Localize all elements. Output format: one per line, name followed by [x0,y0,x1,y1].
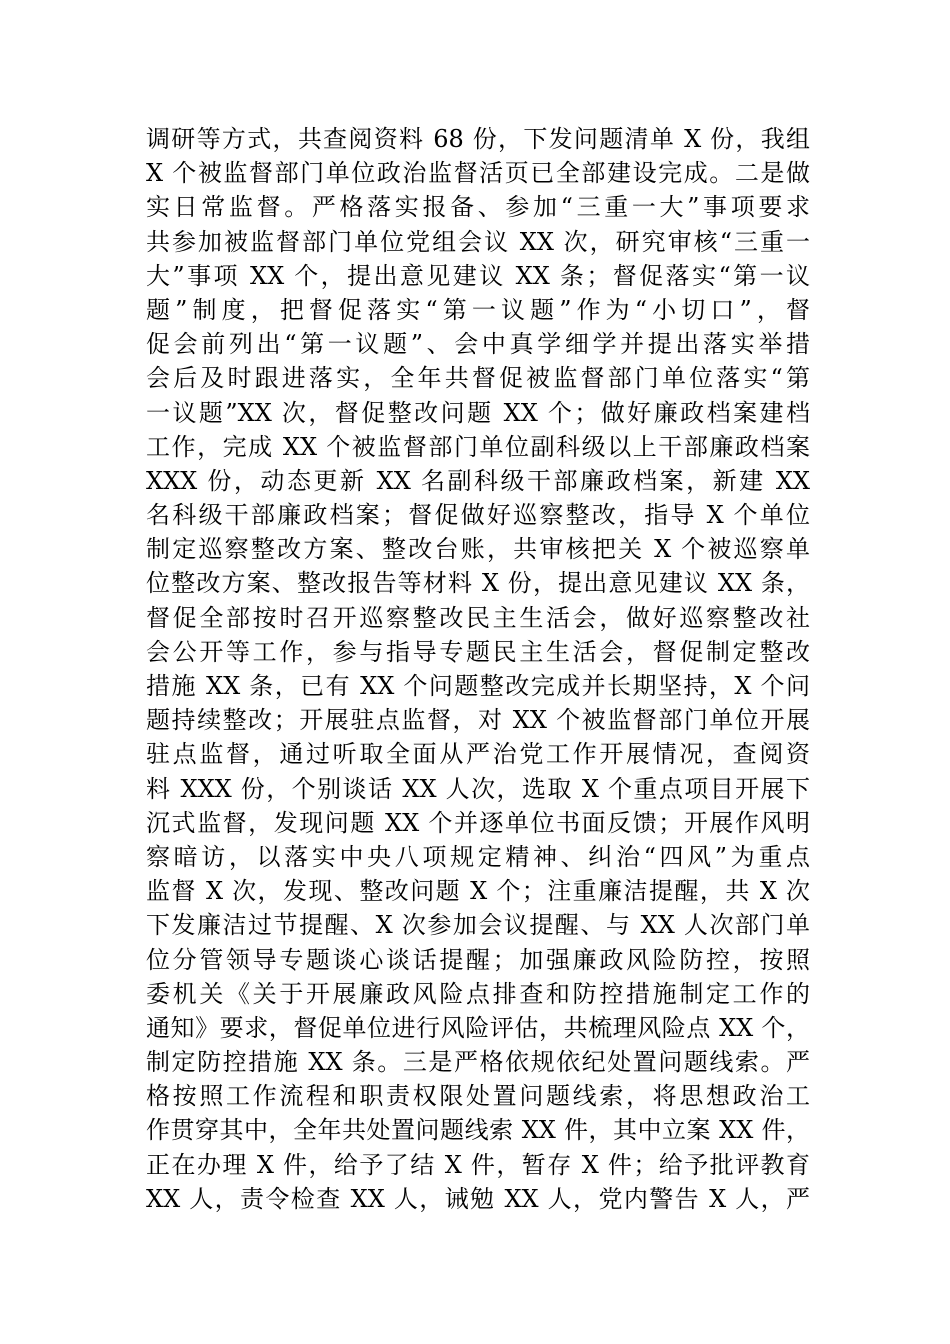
text-line: X 个被监督部门单位政治监督活页已全部建设完成。二是做 [146,159,810,188]
text-line: 工作，完成 XX 个被监督部门单位副科级以上干部廉政档案 [146,432,810,461]
text-line: 制定巡察整改方案、整改台账，共审核把关 X 个被巡察单 [146,535,810,564]
text-line: 大”事项 XX 个，提出意见建议 XX 条；督促落实“第一议 [146,261,810,290]
text-line: 位分管领导专题谈心谈话提醒；加强廉政风险防控，按照 [146,945,810,974]
text-line: 料 XXX 份，个别谈话 XX 人次，选取 X 个重点项目开展下 [146,774,810,803]
text-line: 沉式监督，发现问题 XX 个并逐单位书面反馈；开展作风明 [146,808,810,837]
text-line: 一议题”XX 次，督促整改问题 XX 个；做好廉政档案建档 [146,398,810,427]
text-line: 制定防控措施 XX 条。三是严格依规依纪处置问题线索。严 [146,1048,810,1077]
text-line: 题持续整改；开展驻点监督，对 XX 个被监督部门单位开展 [146,706,810,735]
text-line: 名科级干部廉政档案；督促做好巡察整改，指导 X 个单位 [146,501,810,530]
text-line: 委机关《关于开展廉政风险点排查和防控措施制定工作的 [146,979,810,1008]
text-line: 通知》要求，督促单位进行风险评估，共梳理风险点 XX 个， [146,1013,810,1042]
text-line: 驻点监督，通过听取全面从严治党工作开展情况，查阅资 [146,740,810,769]
text-line: 督促全部按时召开巡察整改民主生活会，做好巡察整改社 [146,603,810,632]
text-line: 作贯穿其中，全年共处置问题线索 XX 件，其中立案 XX 件， [146,1116,810,1145]
text-line: 措施 XX 条，已有 XX 个问题整改完成并长期坚持，X 个问 [146,672,810,700]
body-text [146,122,810,1216]
text-line: 格按照工作流程和职责权限处置问题线索，将思想政治工 [146,1082,810,1111]
text-line: XXX 份，动态更新 XX 名副科级干部廉政档案，新建 XX [146,466,810,495]
text-line: 正在办理 X 件，给予了结 X 件，暂存 X 件；给予批评教育 [146,1150,810,1179]
text-line: 促会前列出“第一议题”、会中真学细学并提出落实举措 [146,330,810,359]
text-line: 位整改方案、整改报告等材料 X 份，提出意见建议 XX 条， [146,569,810,598]
text-line: 实日常监督。严格落实报备、参加“三重一大”事项要求 [146,193,810,222]
text-line: 共参加被监督部门单位党组会议 XX 次，研究审核“三重一 [146,227,810,256]
text-line: 下发廉洁过节提醒、X 次参加会议提醒、与 XX 人次部门单 [146,911,810,940]
text-line: 题”制度，把督促落实“第一议题”作为“小切口”，督 [146,295,810,324]
text-line: 会公开等工作，参与指导专题民主生活会，督促制定整改 [146,637,810,666]
text-line: 监督 X 次，发现、整改问题 X 个；注重廉洁提醒，共 X 次 [146,877,810,906]
text-line: 调研等方式，共查阅资料 68 份，下发问题清单 X 份，我组 [146,125,810,153]
text-line: 察暗访，以落实中央八项规定精神、纠治“四风”为重点 [146,842,810,871]
text-line: XX 人，责令检查 XX 人，诫勉 XX 人，党内警告 X 人，严 [146,1184,810,1213]
text-line: 会后及时跟进落实，全年共督促被监督部门单位落实“第 [146,364,810,393]
